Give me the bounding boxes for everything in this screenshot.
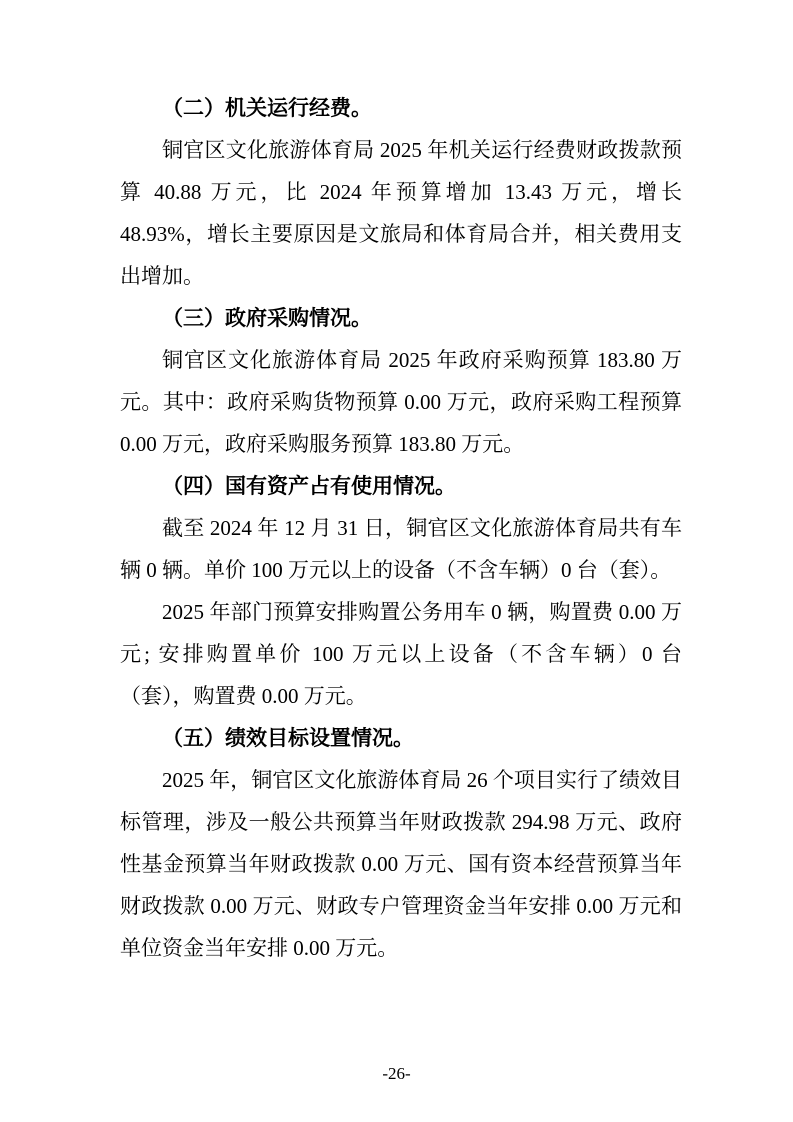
section-heading-state-owned-assets: （四）国有资产占有使用情况。 bbox=[162, 474, 456, 498]
section-heading-government-procurement: （三）政府采购情况。 bbox=[162, 306, 372, 330]
section-heading-performance-targets: （五）绩效目标设置情况。 bbox=[162, 726, 414, 750]
paragraph-performance-targets: 2025 年，铜官区文化旅游体育局 26 个项目实行了绩效目标管理，涉及一般公共预算当年财政拨款 294.98 万元、政府性基金预算当年财政拨款 0.00 万元、国有资本经营预算当年财政拨款 0.00 万元、财政专户管理资金当年安排 0.00 万元和单位资金当年安排 0.00 万元。 bbox=[120, 768, 682, 960]
section-heading-office-operating-funds: （二）机关运行经费。 bbox=[162, 96, 372, 120]
paragraph-state-owned-assets-2: 2025 年部门预算安排购置公务用车 0 辆，购置费 0.00 万元; 安排购置单价 100 万元以上设备（不含车辆）0 台（套），购置费 0.00 万元。 bbox=[120, 600, 682, 708]
paragraph-government-procurement: 铜官区文化旅游体育局 2025 年政府采购预算 183.80 万元。其中：政府采购货物预算 0.00 万元，政府采购工程预算 0.00 万元，政府采购服务预算 183.80 万元。 bbox=[120, 348, 682, 456]
paragraph-office-operating-funds: 铜官区文化旅游体育局 2025 年机关运行经费财政拨款预算 40.88 万元，比 2024 年预算增加 13.43 万元，增长 48.93%，增长主要原因是文旅局和体育局合并，相关费用支出增加。 bbox=[120, 138, 682, 288]
page-number: -26- bbox=[382, 1064, 411, 1083]
document-body bbox=[120, 87, 682, 969]
paragraph-state-owned-assets-1: 截至 2024 年 12 月 31 日，铜官区文化旅游体育局共有车辆 0 辆。单价 100 万元以上的设备（不含车辆）0 台（套）。 bbox=[120, 516, 682, 582]
